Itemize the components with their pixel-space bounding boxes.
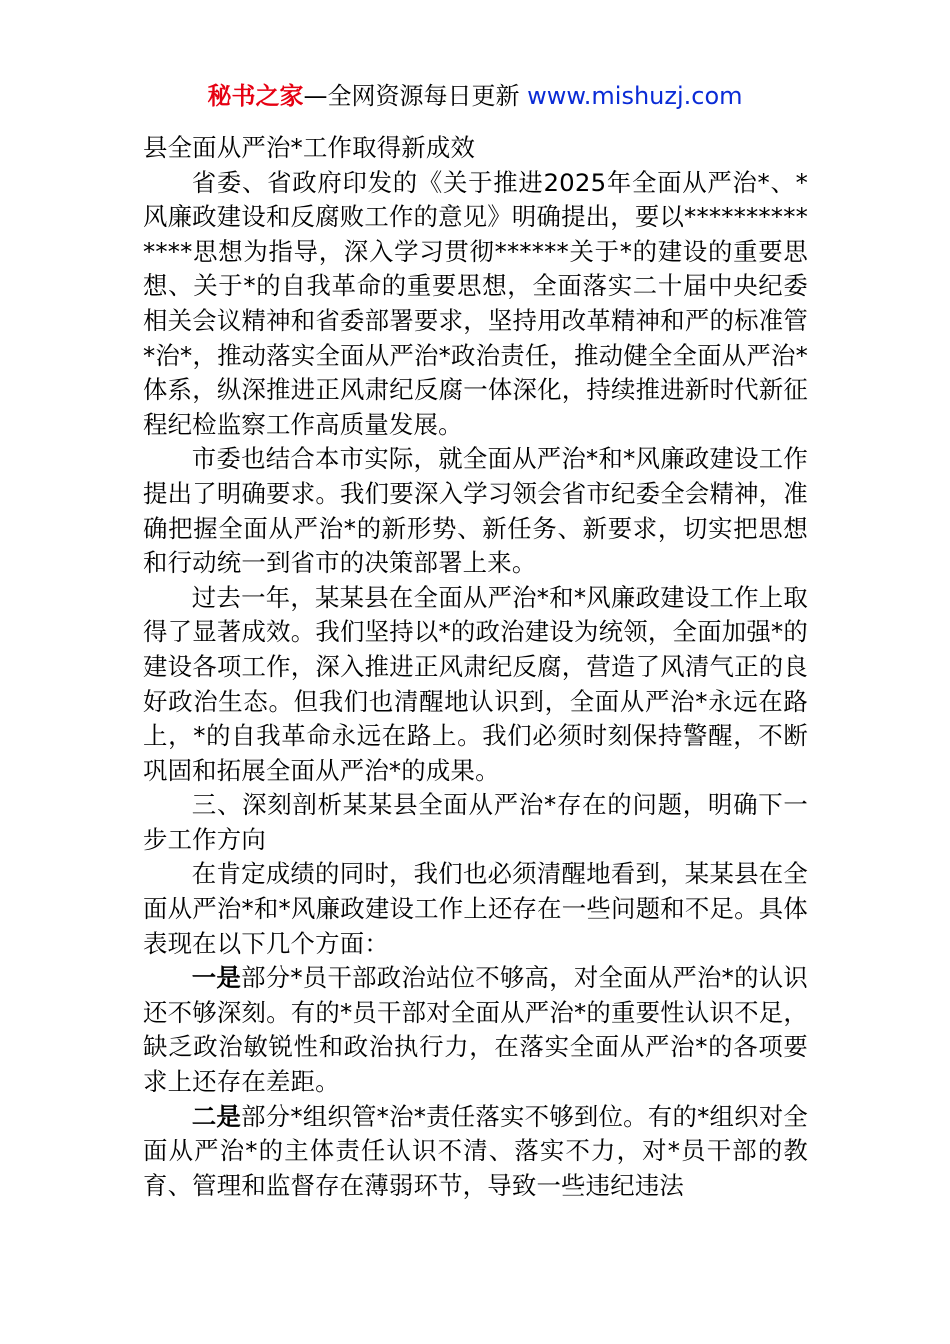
paragraph-text: 过去一年，某某县在全面从严治*和*风廉政建设工作上取得了显著成效。我们坚持以*的政治建设为统领，全面加强*的建设各项工作，深入推进正风肃纪反腐，营造了风清气正的良好政治生态。但我们也清醒地认识到，全面从严治*永远在路上，*的自我革命永远在路上。我们必须时刻保持警醒，不断巩固和拓展全面从严治*的成果。	[143, 582, 808, 785]
paragraph	[143, 166, 808, 443]
section-heading	[143, 131, 808, 166]
paragraph-text: 市委也结合本市实际，就全面从严治*和*风廉政建设工作提出了明确要求。我们要深入学习领会省市纪委全会精神，准确把握全面从严治*的新形势、新任务、新要求，切实把思想和行动统一到省市的决策部署上来。	[143, 444, 808, 578]
site-slogan: —全网资源每日更新	[303, 82, 520, 110]
paragraph	[143, 581, 808, 789]
section-heading-text: 三、深刻剖析某某县全面从严治*存在的问题，明确下一步工作方向	[143, 790, 808, 854]
document-body	[143, 131, 808, 1203]
paragraph	[143, 442, 808, 580]
site-brand: 秘书之家	[207, 82, 304, 110]
site-url-link[interactable]: www.mishuzj.com	[527, 82, 743, 110]
point-paragraph	[143, 961, 808, 1099]
paragraph	[143, 857, 808, 961]
point-paragraph	[143, 1100, 808, 1204]
site-header	[0, 78, 950, 114]
paragraph-text: 在肯定成绩的同时，我们也必须清醒地看到，某某县在全面从严治*和*风廉政建设工作上还存在一些问题和不足。具体表现在以下几个方面：	[143, 859, 808, 958]
paragraph-text: 部分*组织管*治*责任落实不够到位。有的*组织对全面从严治*的主体责任认识不清、落实不力，对*员干部的教育、管理和监督存在薄弱环节，导致一些违纪违法	[143, 1101, 808, 1200]
point-lead: 二是	[191, 1101, 242, 1131]
paragraph-text: 部分*员干部政治站位不够高，对全面从严治*的认识还不够深刻。有的*员干部对全面从严治*的重要性认识不足，缺乏政治敏锐性和政治执行力，在落实全面从严治*的各项要求上还存在差距。	[143, 963, 808, 1097]
paragraph-text: 省委、省政府印发的《关于推进2025年全面从严治*、*风廉政建设和反腐败工作的意见》明确提出，要以**************思想为指导，深入学习贯彻******关于*的建设的重要思想、关于*的自我革命的重要思想，全面落实二十届中央纪委相关会议精神和省委部署要求，坚持用改革精神和严的标准管*治*，推动落实全面从严治*政治责任，推动健全全面从严治*体系，纵深推进正风肃纪反腐一体深化，持续推进新时代新征程纪检监察工作高质量发展。	[143, 167, 808, 439]
section-heading	[143, 788, 808, 857]
section-heading-text: 县全面从严治*工作取得新成效	[143, 133, 476, 162]
point-lead: 一是	[191, 963, 242, 993]
